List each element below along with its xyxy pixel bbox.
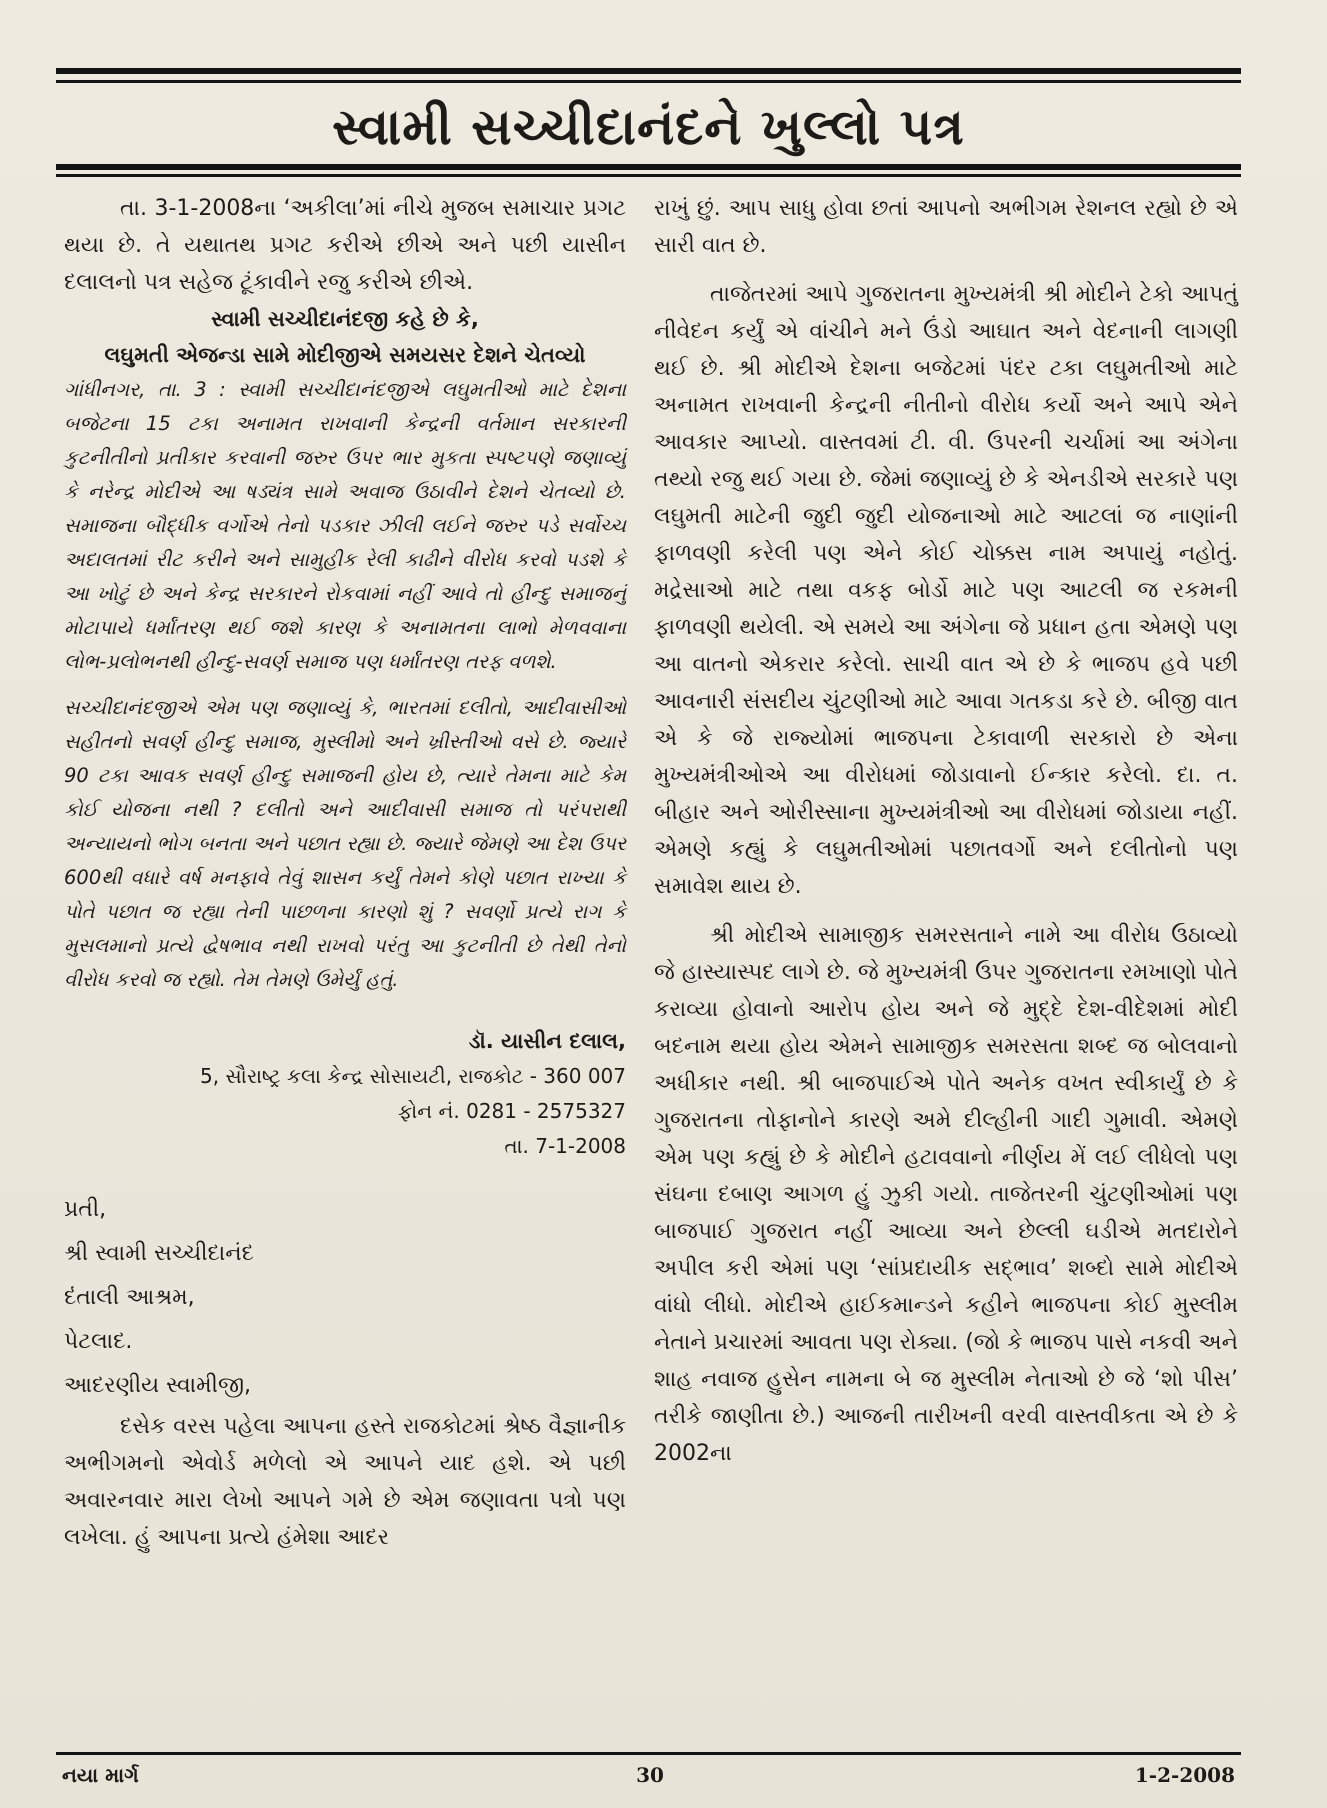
signature-date: તા. 7-1-2008 xyxy=(504,1134,626,1158)
right-column xyxy=(654,190,1238,1472)
letter-paragraph-1: દસેક વરસ પહેલા આપના હસ્તે રાજકોટમાં શ્રેષ્ઠ વૈજ્ઞાનીક અભીગમનો એવોર્ડ મળેલો એ આપને યાદ હશે. એ પછી અવારનવાર મારા લેખો આપને ગમે છે એમ જણાવતા પત્રો પણ લખેલા. હું આપના પ્રત્યે હંમેશા આદર xyxy=(64,1414,626,1550)
letter-paragraph-2: રાખું છું. આપ સાધુ હોવા છતાં આપનો અભીગમ રેશનલ રહ્યો છે એ સારી વાત છે. xyxy=(654,196,1238,258)
title-rule-thin xyxy=(56,174,1241,177)
signature-name: ડૉ. યાસીન દલાલ, xyxy=(468,1029,626,1053)
news-paragraph-2: સચ્ચીદાનંદજીએ એમ પણ જણાવ્યું કે, ભારતમાં દલીતો, આદીવાસીઓ સહીતનો સવર્ણ હીન્દુ સમાજ, મુસ્લીમો અને ખ્રીસ્તીઓ વસે છે. જ્યારે 90 ટકા આવક સવર્ણ હીન્દુ સમાજની હોય છે, ત્યારે તેમના માટે કેમ કોઈ યોજના નથી ? દલીતો અને આદીવાસી સમાજ તો પરંપરાથી અન્યાયનો ભોગ બનતા અને પછાત રહ્યા છે. જ્યારે જેમણે આ દેશ ઉપર 600થી વધારે વર્ષ મનફાવે તેવું શાસન કર્યું તેમને કોણે પછાત રાખ્યા કે પોતે પછાત જ રહ્યા તેની પાછળના કારણો શું ? સવર્ણો પ્રત્યે રાગ કે મુસલમાનો પ્રત્યે દ્વેષભાવ નથી રાખવો પરંતુ આ કુટનીતી છે તેથી તેનો વીરોધ કરવો જ રહ્યો. તેમ તેમણે ઉમેર્યું હતું. xyxy=(64,696,626,991)
news-headline-line-2: લઘુમતી એજન્ડા સામે મોદીજીએ સમયસર દેશને ચેતવ્યો xyxy=(104,343,586,367)
intro-paragraph: તા. 3-1-2008ના ‘અકીલા’માં નીચે મુજબ સમાચાર પ્રગટ થયા છે. તે યથાતથ પ્રગટ કરીએ છીએ અને પછી યાસીન દલાલનો પત્ર સહેજ ટૂંકાવીને રજુ કરીએ છીએ. xyxy=(64,196,626,295)
letter-paragraph-4: શ્રી મોદીએ સામાજીક સમરસતાને નામે આ વીરોધ ઉઠાવ્યો જે હાસ્યાસ્પદ લાગે છે. જે મુખ્યમંત્રી ઉપર ગુજરાતના રમખાણો પોતે કરાવ્યા હોવાનો આરોપ હોય અને જે મુદ્દે દેશ-વીદેશમાં મોદી બદનામ થયા હોય એમને સામાજીક સમરસતા શબ્દ જ બોલવાનો અધીકાર નથી. શ્રી બાજપાઈએ પોતે અનેક વખત સ્વીકાર્યું છે કે ગુજરાતના તોફાનોને કારણે અમે દીલ્હીની ગાદી ગુમાવી. એમણે એમ પણ કહ્યું છે કે મોદીને હટાવવાનો નીર્ણય મેં લઈ લીધેલો પણ સંઘના દબાણ આગળ હું ઝુકી ગયો. તાજેતરની ચુંટણીઓમાં પણ બાજપાઈ ગુજરાત નહીં આવ્યા અને છેલ્લી ઘડીએ મતદારોને અપીલ કરી એમાં પણ ‘સાંપ્રદાયીક સદ્ભાવ’ શબ્દો સામે મોદીએ વાંધો લીધો. મોદીએ હાઈકમાન્ડને કહીને ભાજપના કોઈ મુસ્લીમ નેતાને પ્રચારમાં આવતા પણ રોક્યા. (જો કે ભાજપ પાસે નકવી અને શાહ નવાજ હુસેન નામના બે જ મુસ્લીમ નેતાઓ છે જે ‘શો પીસ’ તરીકે જાણીતા છે.) આજની તારીખની વરવી વાસ્તવીકતા એ છે કે 2002ના xyxy=(654,923,1238,1466)
signature-phone: ફોન નં. 0281 - 2575327 xyxy=(397,1099,626,1123)
footer-page-number: 30 xyxy=(636,1763,664,1787)
top-rule-thick xyxy=(56,68,1241,74)
top-rule-thin xyxy=(56,80,1241,83)
footer-publication: નયા માર્ગ xyxy=(62,1763,139,1787)
recipient-line-1: પ્રતી, xyxy=(64,1197,107,1222)
article-title: સ્વામી સચ્ચીદાનંદને ખુલ્લો પત્ર xyxy=(332,98,965,156)
recipient-line-4: પેટલાદ. xyxy=(64,1329,133,1354)
letter-paragraph-3: તાજેતરમાં આપે ગુજરાતના મુખ્યમંત્રી શ્રી મોદીને ટેકો આપતું નીવેદન કર્યું એ વાંચીને મને ઉંડો આઘાત અને વેદનાની લાગણી થઈ છે. શ્રી મોદીએ દેશના બજેટમાં પંદર ટકા લઘુમતીઓ માટે અનામત રાખવાની કેન્દ્રની નીતીનો વીરોધ કર્યો અને આપે એને આવકાર આપ્યો. વાસ્તવમાં ટી. વી. ઉપરની ચર્ચામાં આ અંગેના તથ્યો રજુ થઈ ગયા છે. જેમાં જણાવ્યું છે કે એનડીએ સરકારે પણ લઘુમતી માટેની જુદી જુદી યોજનાઓ માટે આટલાં જ નાણાંની ફાળવણી કરેલી પણ એને કોઈ ચોક્કસ નામ અપાયું નહોતું. મદ્રેસાઓ માટે તથા વકફ બોર્ડો માટે પણ આટલી જ રકમની ફાળવણી થયેલી. એ સમયે આ અંગેના જે પ્રધાન હતા એમણે પણ આ વાતનો એકરાર કરેલો. સાચી વાત એ છે કે ભાજપ હવે પછી આવનારી સંસદીય ચુંટણીઓ માટે આવા ગતકડા કરે છે. બીજી વાત એ કે જે રાજ્યોમાં ભાજપના ટેકાવાળી સરકારો છે એના મુખ્યમંત્રીઓએ આ વીરોધમાં જોડાવાનો ઈન્કાર કરેલો. દા. ત. બીહાર અને ઓરીસ્સાના મુખ્યમંત્રીઓ આ વીરોધમાં જોડાયા નહીં. એમણે કહ્યું કે લઘુમતીઓમાં પછાતવર્ગો અને દલીતોનો પણ સમાવેશ થાય છે. xyxy=(654,282,1238,899)
recipient-line-2: શ્રી સ્વામી સચ્ચીદાનંદ xyxy=(64,1241,254,1266)
footer-rule xyxy=(56,1752,1241,1755)
news-paragraph-1: ગાંધીનગર, તા. 3 : સ્વામી સચ્ચીદાનંદજીએ લઘુમતીઓ માટે દેશના બજેટના 15 ટકા અનામત રાખવાની કેન્દ્રની વર્તમાન સરકારની કુટનીતીનો પ્રતીકાર કરવાની જરુર ઉપર ભાર મુકતા સ્પષ્ટપણે જણાવ્યું કે નરેન્દ્ર મોદીએ આ ષડ્યંત્ર સામે અવાજ ઉઠાવીને દેશને ચેતવ્યો છે. સમાજના બૌદ્ધીક વર્ગોએ તેનો પડકાર ઝીલી લઈને જરુર પડે સર્વોચ્ચ અદાલતમાં રીટ કરીને અને સામુહીક રેલી કાઢીને વીરોધ કરવો પડશે કે આ ખોટું છે અને કેન્દ્ર સરકારને રોકવામાં નહીં આવે તો હીન્દુ સમાજનું મોટાપાયે ધર્માંતરણ થઈ જશે કારણ કે અનામતના લાભો મેળવવાના લોભ-પ્રલોભનથી હીન્દુ-સવર્ણ સમાજ પણ ધર્માંતરણ તરફ વળશે. xyxy=(64,378,626,673)
footer-date: 1-2-2008 xyxy=(1134,1763,1235,1787)
left-column xyxy=(64,190,626,1556)
recipient-line-3: દંતાલી આશ્રમ, xyxy=(64,1285,195,1310)
salutation: આદરણીય સ્વામીજી, xyxy=(64,1373,252,1398)
signature-address: 5, સૌરાષ્ટ્ર કલા કેન્દ્ર સોસાયટી, રાજકોટ - 360 007 xyxy=(200,1064,626,1088)
news-headline-line-1: સ્વામી સચ્ચીદાનંદજી કહે છે કે, xyxy=(211,307,479,331)
title-rule-thick xyxy=(56,164,1241,170)
